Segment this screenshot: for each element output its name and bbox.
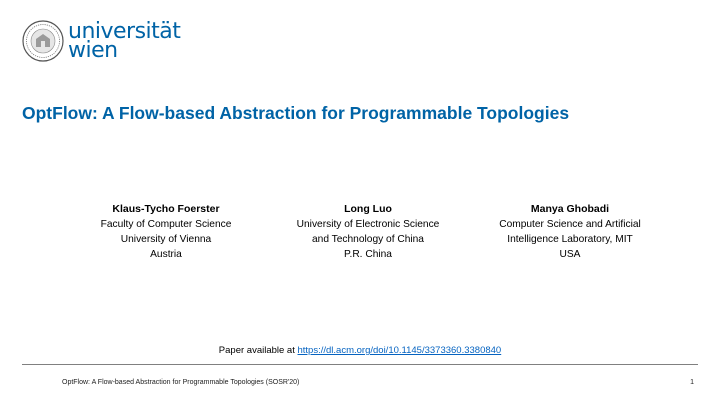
author-name: Long Luo: [344, 203, 392, 215]
paper-prefix: Paper available at: [218, 345, 298, 356]
university-wordmark: [68, 19, 181, 63]
wordmark-line-2: wien: [68, 38, 118, 63]
author-block-foerster: [71, 202, 261, 262]
author-affiliation-line: University of Electronic Science: [296, 219, 440, 230]
author-affiliation-line: Faculty of Computer Science: [100, 219, 232, 230]
wordmark-line-1: universität: [68, 19, 181, 44]
author-affiliation-line: University of Vienna: [120, 234, 212, 245]
author-name: Klaus-Tycho Foerster: [112, 203, 220, 215]
author-affiliation-line: Intelligence Laboratory, MIT: [507, 234, 633, 245]
footer-text: OptFlow: A Flow-based Abstraction for Programmable Topologies (SOSR'20): [62, 379, 300, 386]
paper-availability: [0, 345, 720, 356]
paper-link[interactable]: https://dl.acm.org/doi/10.1145/3373360.3380840: [297, 345, 502, 356]
author-affiliation-line: P.R. China: [344, 249, 392, 260]
university-seal-icon: [22, 20, 64, 62]
university-logo: [22, 20, 180, 62]
author-name: Manya Ghobadi: [530, 203, 610, 215]
footer-divider: [22, 364, 698, 365]
author-block-ghobadi: [475, 202, 665, 262]
author-affiliation-line: Austria: [150, 249, 182, 260]
author-block-luo: [273, 202, 463, 262]
slide-title: OptFlow: A Flow-based Abstraction for Programmable Topologies: [22, 103, 570, 123]
page-number: 1: [690, 379, 694, 386]
author-affiliation-line: and Technology of China: [312, 234, 424, 245]
author-affiliation-line: USA: [559, 249, 581, 260]
author-affiliation-line: Computer Science and Artificial: [499, 219, 641, 230]
